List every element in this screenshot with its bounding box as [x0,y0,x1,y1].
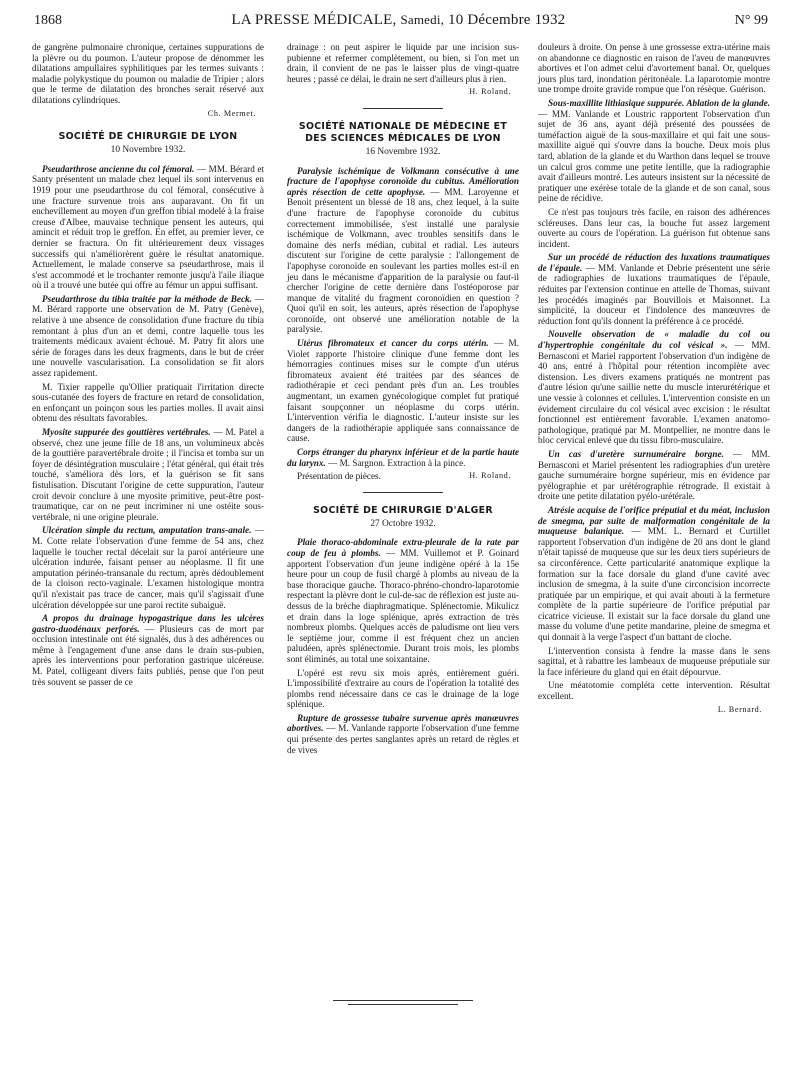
page-number: 1868 [34,13,62,28]
article [538,449,770,502]
article [32,294,264,379]
session-date: 10 Novembre 1932. [110,145,186,156]
page-header [34,12,768,36]
signature: H. Roland. [469,471,511,481]
paragraph: L'opéré est revu six mois après, entièrement guéri. L'impossibilité d'extraire au cours de l'opération la totalité des plombs rend nécessaire dans ce cas le drainage de la loge splénique. [287,667,519,710]
paragraph: douleurs à droite. On pense à une grossesse extra-utérine mais on abandonne ce diagnostic en raison de l'aveu de manœuvres abortives et l'on admet celui d'avortement banal. Or, quelques jours plus tard, inondation péritonéale. La laparotomie montre une trompe droite gravide rompue que l'on résèque. Guérison. [538,42,770,95]
article-title: Myosite suppurée des gouttières vertébrales. [42,427,211,437]
signature: L. Bernard. [717,704,762,714]
paragraph: L'intervention consista à fendre la masse dans le sens sagittal, et à rabattre les lambeaux de muqueuse préputiale sur la face inférieure du gland qui en était dépourvue. [538,645,770,677]
bottom-divider [333,1000,473,1001]
article [32,427,264,522]
article [287,713,519,755]
article-text: — MM. Bernasconi et Mariel présentent les radiographies d'un uretère gauche surnuméraire borgne supérieur, mis en évidence par pyélographie et par urétérographie rétrograde. Il existait à droite une petite dilatation pyélo-urétérale. [538,448,771,502]
article [32,613,264,687]
presentation-note: Présentation de pièces. [297,471,381,482]
article-title: Pseudarthrose ancienne du col fémoral. [42,163,195,174]
issue-number: N° 99 [734,13,768,28]
article-text: — M. Bérard rapporte une observation de M. Patry (Genève), relative à une absence de consolidation d'une fracture du tibia remontant à plus d'un an et demi, contre laquelle tous les traitements médicaux avaient échoué. M. Patry fit alors une série de forages dans les deux fragments, dans le but de créer une nouvelle vascularisation. La consolidation se fit alors assez rapidement. [32,293,265,379]
paragraph: Ce n'est pas toujours très facile, en raison des adhérences scléreuses. Dans leur cas, la bouche fut assez largement ouverte au cours de l'opération. La guérison fut obtenue sans incident. [538,206,770,249]
article-text: — M. Cotte relate l'observation d'une femme de 54 ans, chez laquelle le toucher rectal décelait sur la paroi antérieure une ulcération indurée, faisant penser au néoplasme. Il fit une amputation périnéo-transanale du rectum, après dédoublement de la cloison recto-vaginale. L'examen histologique montra qu'il n'existait pas trace de cancer, mais qu'il s'agissait d'une ulcération développée sur une paroi rectite subaiguë. [32,525,265,610]
article-text: — MM. L. Bernard et Curtillet rapportent l'observation d'un indigène de 20 ans dont le gland n'était tapissé de muqueuse que sur les deux tiers supérieurs de sa circonférence. Cette particularité anatomique explique la formation sur la face dorsale du gland d'une cavité avec inclusion de smegma, à la suite d'une circoncision incorrecte pratiquée par un empirique, et qui avait abouti à la fermeture complète de la partie supérieure de l'orifice préputial par cicatrice vicieuse. Il existait sur la face dorsale du gland une masse du volume d'une petite mandarine, pleine de smegma et qui donnait à la verge l'aspect d'un battant de cloche. [538,526,771,643]
signature-row [297,471,511,482]
journal-masthead [231,12,565,29]
article [32,164,264,291]
article-title: Sur un procédé de réduction des luxations traumatiques de l'épaule. [538,252,770,273]
article-text: — Plusieurs cas de mort par occlusion intestinale ont été signalés, dus à des adhérences ou même à l'engagement d'une anse dans le drain sus-pubien, après les interventions pour perforation gastrique ulcéreuse. M. Patel, colligeant divers faits publiés, pense que l'on peut très souvent se passer de ce [32,623,264,687]
article [287,447,519,468]
article-title: Nouvelle observation de « maladie du col ou d'hypertrophie congénitale du col vésical ». [538,329,770,351]
article-text: — MM. Bernasconi et Mariel rapportent l'observation d'un indigène de 40 ans, entré à l'hôpital pour rétention incomplète avec distension. Les divers examens pratiqués ne montrent pas d'autre lésion qu'une saillie nette du muscle interurétérique et une vessie à colonnes et cellules. L'intervention consiste en un évidement circulaire du col vésical avec excision : le résultat fonctionnel est entièrement favorable. L'examen anatomo-pathologique, pratiqué par M. Montpellier, ne montre dans le bloc cervical enlevé que du tissu fibro-musculaire. [538,340,770,446]
session-date: 16 Novembre 1932. [365,146,441,157]
paragraph: de gangrène pulmonaire chronique, certaines suppurations de la plèvre ou du poumon. L'auteur propose de dénommer les dilatations ampullaires syphilitiques par les termes suivants : maladie polykystique du poumon ou maladie de Tripier ; alors que le terme de dilatation des bronches serait réservé aux dilatations cylindriques. [32,42,264,105]
article-title: Sous-maxillite lithiasique suppurée. Ablation de la glande. [548,97,770,108]
article-title: Plaie thoraco-abdominale extra-pleurale de la rate par coup de feu à plombs. [287,537,519,558]
weekday: Samedi, [400,12,445,27]
article-title: Un cas d'uretère surnuméraire borgne. [548,448,724,459]
article-text: — M. Vanlande rapporte l'observation d'une femme qui présente des pertes sanglantes après un retard de règles et de vives [287,723,519,755]
divider [363,108,443,109]
journal-title: LA PRESSE MÉDICALE, [231,12,397,28]
paragraph: drainage : on peut aspirer le liquide par une incision sus-pubienne et refermer complètement, ou bien, si l'on met un drain, il convient de ne pas le laisser plus de vingt-quatre heures ; passé ce délai, le drain ne sert d'ailleurs plus à rien. [287,42,519,84]
article-title: Paralysie ischémique de Volkmann consécutive à une fracture de l'apophyse coronoïde du cubitus. Amélioration après résection de cette apophyse. [287,165,519,197]
article-text: — MM. Vuillemot et P. Goinard apportent l'observation d'un jeune indigène opéré à la 15e heure pour un coup de fusil chargé à plombs au niveau de la base thoracique gauche. Thoraco-phréno-chondro-laparotomie respectant la plèvre dont le cul-de-sac de réflexion est juste au-dessus de la brèche diaphragmatique. Splénectomie. Mikulicz et drain dans la loge splénique, après extraction de très nombreux plombs. Quelques accès de paludisme ont lieu vers le septième jour, comme il est fréquent chez un ancien paludéen, après splénectomie. Durant trois mois, les plombs sont éliminés, au total une soixantaine. [287,547,519,664]
article-text: — M. Sargnon. Extraction à la pince. [325,457,466,468]
paragraph: Une méatotomie compléta cette intervention. Résultat excellent. [538,680,770,702]
signature: Ch. Mermet. [207,108,256,118]
article-text: — MM. Laroyenne et Benoit présentent un blessé de 18 ans, chez lequel, à la suite d'une fracture de l'apophyse coronoïde du cubitus correctement immobilisée, s'est installé une paralysie ischémique de Volkmann, avec troubles sensitifs dans le domaine des nerfs médian, cubital et radial. Les auteurs discutent sur l'origine de cette paralysie : l'allongement de l'apophyse coronoïde en soulevant les parties molles est-il en jeu dans le mécanisme d'apparition de la paralysie ou faut-il chercher l'origine de cette dernière dans l'ostéoporose par manque de vitalité du fragment coronoïdien en question ? Quoi qu'il en soit, les auteurs, après résection de l'apophyse coronoïde, ont observé une amélioration notable de la paralysie. [287,186,519,335]
society-heading: SOCIÉTÉ DE CHIRURGIE D'ALGER [313,504,493,516]
article-title: Utérus fibromateux et cancer du corps utérin. [297,338,489,349]
article-title: Pseudarthrose du tibia traitée par la méthode de Beck. [42,293,252,304]
article-text: — MM. Bérard et Santy présentent un malade chez lequel ils sont intervenus en 1919 pour une pseudarthrose du col fémoral, consécutive à une fracture survenue trois ans auparavant. On fit un enchevillement au moyen d'un greffon tibial modelé à la fraise creuse d'Albee, mauvaise technique pensent les auteurs, qui amincit et réduit trop le greffon. En effet, au premier lever, ce dernier se fractura. On fit ultérieurement deux vissages successifs qui n'améliorèrent guère le résultat anatomique. Actuellement, le malade conserve sa pseudarthrose, mais il s'est accommodé et le trochanter remonte jusqu'à l'aile iliaque où il a trouvé une butée qui offre au fémur un appui suffisant. [32,163,265,291]
article [287,537,519,664]
article-title: Rupture de grossesse tubaire survenue après manœuvres abortives. [287,712,519,734]
article-title: Ulcération simple du rectum, amputation trans-anale. [42,525,252,536]
column-right [538,42,770,721]
session-date: 27 Octobre 1932. [370,518,436,529]
column-left [32,42,264,690]
article-title: Atrésie acquise de l'orifice préputial et du méat, inclusion de smegma, par suite de malformation congénitale de la muqueuse balanique. [538,504,770,537]
article [538,252,770,326]
article [32,525,264,610]
article-text: — M. Patel a observé, chez une jeune fille de 18 ans, un volumineux abcès de la gouttière paravertébrale droite ; il l'incisa et tomba sur un foyer de désintégration musculaire ; l'état général, qui était très touché, s'améliora dès lors, et la guérison se fit sans fistulisation. Discutant l'origine de cette suppuration, l'auteur croit devoir conclure à une myosite primitive, peut-être post-traumatique, car on ne peut incriminer ni une ostéite sous-vertébrale, ni une origine pleurale. [32,427,264,522]
article [287,338,519,444]
article [287,166,519,336]
society-heading: SOCIÉTÉ NATIONALE DE MÉDECINE ET DES SCIENCES MÉDICALES DE LYON [298,120,508,144]
society-heading: SOCIÉTÉ DE CHIRURGIE DE LYON [58,131,238,143]
article-text: — M. Violet rapporte l'histoire clinique d'une femme dont les hémorragies continues mises sur le compte d'un utérus fibromateux avaient été traitées par des séances de radiothérapie et ceci pendant près d'un an. Les troubles augmentant, un examen gynécologique complet fut pratiqué faisant soupçonner un néoplasme du corps utérin. L'intervention vérifia le diagnostic. L'auteur insiste sur les dangers de la radiothérapie appliquée sans connaissance de cause. [287,338,520,444]
article-title: Corps étranger du pharynx inférieur et de la partie haute du larynx. [287,447,519,468]
column-middle [287,42,519,758]
article [538,329,770,446]
article [538,505,770,643]
article-title: A propos du drainage hypogastrique dans les ulcères gastro-duodénaux perforés. [32,613,264,634]
issue-date: 10 Décembre 1932 [448,12,566,28]
bottom-divider [348,1004,458,1005]
article-text: — MM. Vanlande et Debrie présentent une série de radiographies de luxations traumatiques de l'épaule, réduites par l'extension continue en attelle de Thomas, suivant les procédés imaginés par Bouvillois et Maisonnet. La simplicité, la douceur et l'indolence des manœuvres de réduction font qu'ils donnent la préférence à ce procédé. [538,262,770,326]
article-text: — MM. Vanlande et Loustric rapportent l'observation d'un sujet de 36 ans, ayant déjà présenté des poussées de tuméfaction aiguë de la sous-maxillaire et qui fait une sous-maxillite aiguë qui s'ouvre dans la bouche. Deux mois plus tard, ablation de la glande et du Warthon dans lequel se trouve un calcul gros comme une petite lentille, que la radiographie avait d'ailleurs montré. Les auteurs insistent sur la nécessité de pratiquer une exérèse totale de la glande et de son canal, sous peine de récidive. [538,108,770,204]
divider [363,492,443,493]
signature: H. Roland. [469,87,511,97]
paragraph: M. Tixier rappelle qu'Ollier pratiquait l'irritation directe sous-cutanée des foyers de fracture en retard de consolidation, en enfonçant un poinçon sous les parties molles. Il avait ainsi obtenu des résultats favorables. [32,381,264,424]
article [538,98,770,204]
